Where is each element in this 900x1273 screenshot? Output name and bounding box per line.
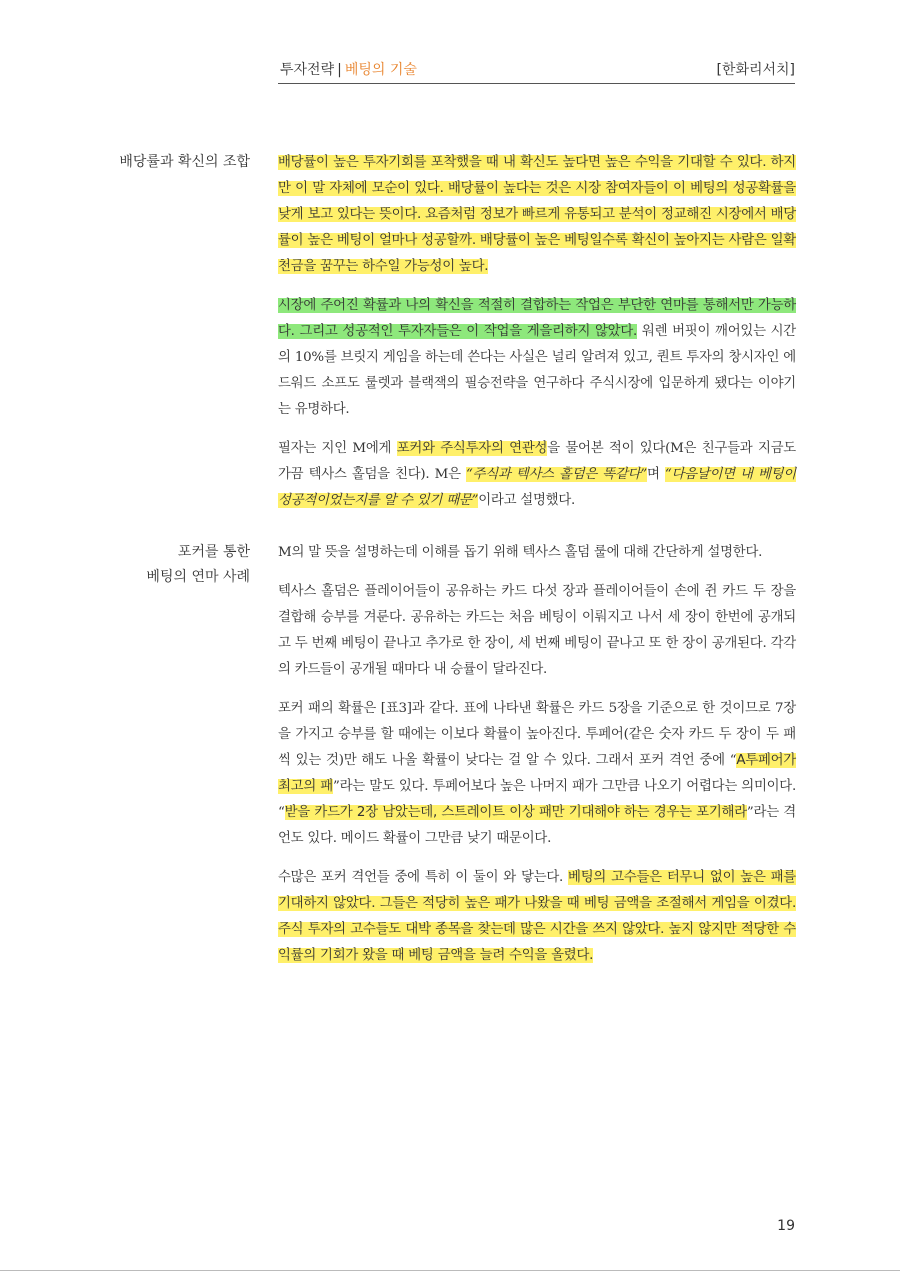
header-publisher: [한화리서치] xyxy=(716,62,795,78)
highlight-yellow: 받을 카드가 2장 남았는데, 스트레이트 이상 패만 기대해야 하는 경우는 포기해라 xyxy=(284,805,747,820)
highlight-yellow: 포커와 주식투자의 연관성 xyxy=(396,441,548,456)
page-header xyxy=(278,57,795,84)
text: 필자는 지인 M에게 xyxy=(278,441,397,456)
text: ”라는 말도 있다. 투페어보다 높은 나머지 패가 그만큼 나오기 어렵다는 의미이다. “ xyxy=(278,779,797,820)
highlight-yellow: A투페어가 최고의 패 xyxy=(278,753,796,794)
section2-label-line2: 베팅의 연마 사례 xyxy=(146,569,250,585)
section1-body xyxy=(278,150,796,527)
section1-label: 배당률과 확신의 조합 xyxy=(119,154,250,170)
text: 수많은 포커 격언들 중에 특히 이 둘이 와 닿는다. xyxy=(278,870,569,885)
text: 포커 패의 확률은 [표3]과 같다. 표에 나타낸 확률은 카드 5장을 기준으로 한 것이므로 7장을 가지고 승부를 할 때에는 이보다 확률이 높아진다. 투페어(같은 숫자 카드 두 장이 두 패씩 있는 것)만 해도 나올 확률이 낮다는 걸 알 수 있다. 그래서 포커 격언 중에 “ xyxy=(278,701,796,768)
text: 며 xyxy=(646,467,665,482)
section2-paragraph-2: 텍사스 홀덤은 플레이어들이 공유하는 카드 다섯 장과 플레이어들이 손에 쥔 카드 두 장을 결합해 승부를 겨룬다. 공유하는 카드는 처음 베팅이 이뤄지고 나서 세 장이 한번에 공개되고 두 번째 베팅이 끝나고 추가로 한 장이, 세 번째 베팅이 끝나고 또 한 장이 공개된다. 각각의 카드들이 공개될 때마다 내 승률이 달라진다. xyxy=(278,584,796,677)
section1-paragraph-2 xyxy=(278,293,796,423)
text: 을 물어본 적이 있다(M은 친구들과 지금도 가끔 텍사스 홀덤을 친다). M은 xyxy=(278,441,796,482)
section2-label-line1: 포커를 통한 xyxy=(177,544,250,560)
text: 워렌 버핏이 깨어있는 시간의 10%를 브릿지 게임을 하는데 쓴다는 사실은 널리 알려져 있고, 퀀트 투자의 창시자인 에드워드 소프도 룰렛과 블랙잭의 필승전략을 연구하다 주식시장에 입문하게 됐다는 이야기는 유명하다. xyxy=(278,324,796,417)
header-separator: | xyxy=(337,62,342,78)
text: ”라는 격언도 있다. 메이드 확률이 그만큼 낮기 때문이다. xyxy=(278,805,796,846)
highlight-yellow: 베팅의 고수들은 터무니 없이 높은 패를 기대하지 않았다. 그들은 적당히 높은 패가 나왔을 때 베팅 금액을 조절해서 게임을 이겼다. xyxy=(278,870,796,911)
header-main: 투자전략 xyxy=(280,62,335,78)
text: 이라고 설명했다. xyxy=(478,493,576,508)
highlight-yellow: 배당률이 높은 투자기회를 포착했을 때 내 확신도 높다면 높은 수익을 기대할 수 있다. 하지만 이 말 자체에 모순이 있다. 배당률이 높다는 것은 시장 참여자들이 이 베팅의 성공확률을 낮게 보고 있다는 뜻이다. 요즘처럼 정보가 빠르게 유통되고 분석이 정교해진 시장에서 배당률이 높은 베팅이 얼마나 성공할까. 배당률이 높은 베팅일수록 확신이 높아지는 사람은 일확천금을 꿈꾸는 하수일 가능성이 높다. xyxy=(278,155,796,274)
page-number: 19 xyxy=(777,1218,795,1234)
highlight-yellow: 주식 투자의 고수들도 대박 종목을 찾는데 많은 시간을 쓰지 않았다. 높지 않지만 적당한 수익률의 기회가 왔을 때 베팅 금액을 늘려 수익을 올렸다. xyxy=(278,922,796,963)
section1-paragraph-1 xyxy=(278,150,796,280)
section2-body xyxy=(278,540,796,982)
highlight-quote: “주식과 텍사스 홀덤은 똑같다” xyxy=(465,467,647,482)
header-subtitle: 베팅의 기술 xyxy=(344,62,417,78)
section2-paragraph-3 xyxy=(278,696,796,852)
header-title xyxy=(280,59,417,79)
section2-paragraph-4 xyxy=(278,865,796,969)
highlight-quote: “다음날이면 내 베팅이 성공적이었는지를 알 수 있기 때문” xyxy=(278,467,796,508)
section2-label xyxy=(75,540,250,590)
section2-paragraph-1: M의 말 뜻을 설명하는데 이해를 돕기 위해 텍사스 홀덤 룰에 대해 간단하게 설명한다. xyxy=(278,545,763,560)
bottom-divider xyxy=(0,1270,900,1271)
section1-paragraph-3 xyxy=(278,436,796,514)
highlight-green: 시장에 주어진 확률과 나의 확신을 적절히 결합하는 작업은 부단한 연마를 통해서만 가능하다. 그리고 성공적인 투자자들은 이 작업을 게을리하지 않았다. xyxy=(278,298,796,339)
